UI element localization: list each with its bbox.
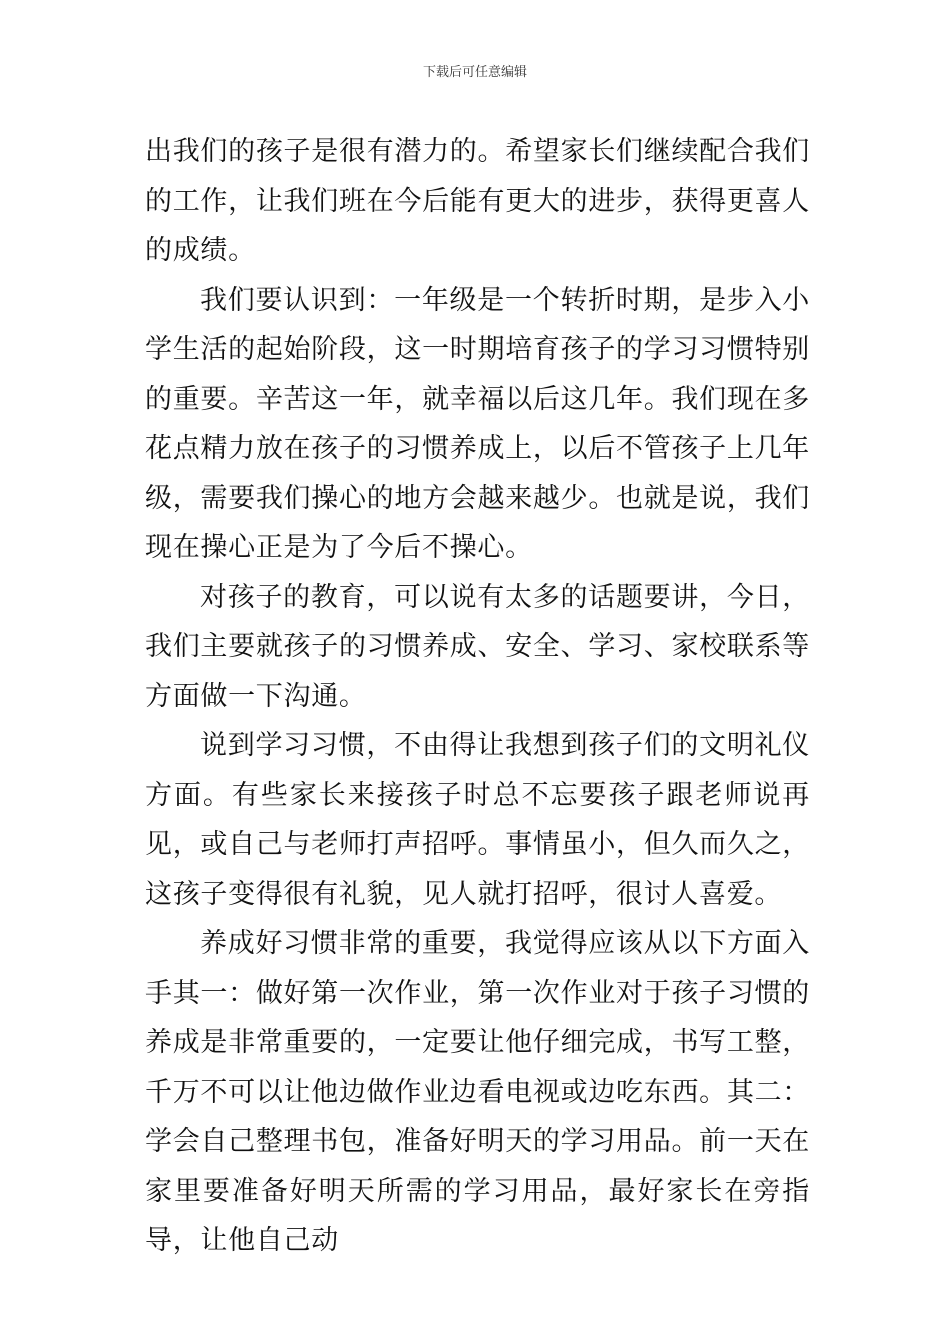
document-body [145, 127, 810, 1266]
paragraph-5: 养成好习惯非常的重要，我觉得应该从以下方面入手其一：做好第一次作业，第一次作业对于孩子习惯的养成是非常重要的，一定要让他仔细完成，书写工整，千万不可以让他边做作业边看电视或边吃东西。其二：学会自己整理书包，准备好明天的学习用品。前一天在家里要准备好明天所需的学习用品，最好家长在旁指导，让他自己动 [145, 928, 810, 1256]
paragraph-1: 出我们的孩子是很有潜力的。希望家长们继续配合我们的工作，让我们班在今后能有更大的进步，获得更喜人的成绩。 [145, 136, 810, 266]
paragraph-2: 我们要认识到：一年级是一个转折时期，是步入小学生活的起始阶段，这一时期培育孩子的学习习惯特别的重要。辛苦这一年，就幸福以后这几年。我们现在多花点精力放在孩子的习惯养成上，以后不管孩子上几年级，需要我们操心的地方会越来越少。也就是说，我们现在操心正是为了今后不操心。 [145, 284, 810, 563]
paragraph-4: 说到学习习惯，不由得让我想到孩子们的文明礼仪方面。有些家长来接孩子时总不忘要孩子跟老师说再见，或自己与老师打声招呼。事情虽小，但久而久之，这孩子变得很有礼貌，见人就打招呼，很讨人喜爱。 [145, 730, 810, 910]
paragraph-3: 对孩子的教育，可以说有太多的话题要讲，今日，我们主要就孩子的习惯养成、安全、学习、家校联系等方面做一下沟通。 [145, 581, 810, 712]
page-header: 下载后可任意编辑 [422, 65, 527, 80]
